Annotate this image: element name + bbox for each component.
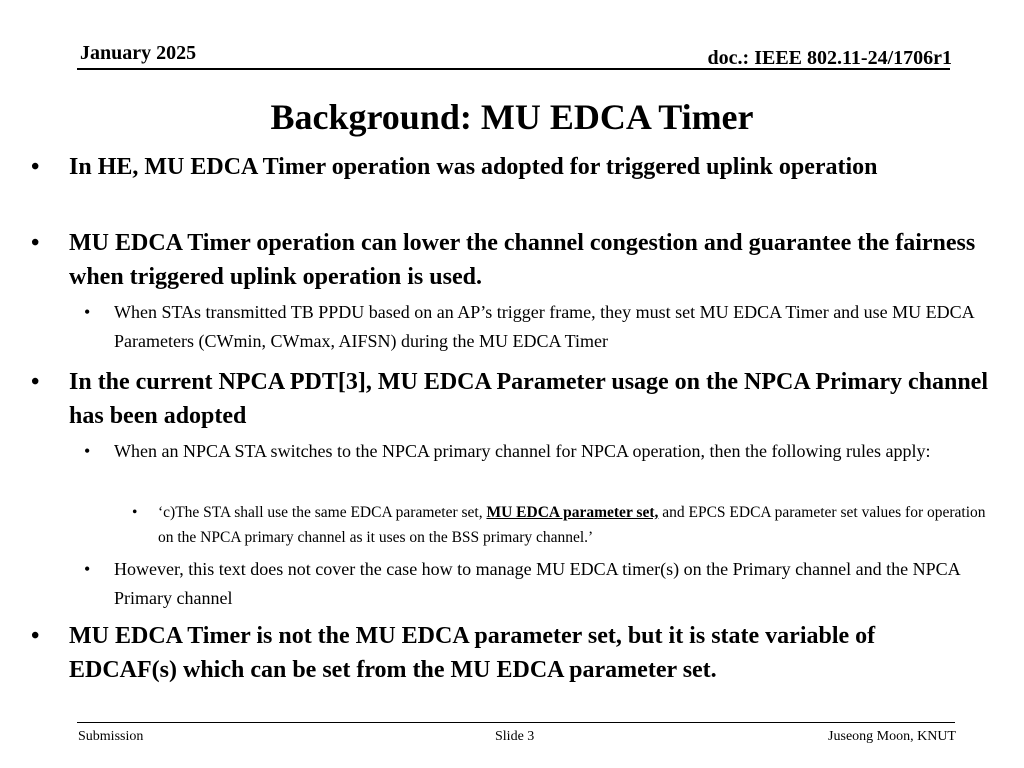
bullet-4 xyxy=(31,619,989,687)
bullet-3-1 xyxy=(84,437,994,466)
header-date: January 2025 xyxy=(80,42,197,64)
footer-submission: Submission xyxy=(78,729,144,744)
footer-rule xyxy=(77,722,955,723)
bullet-2-text: MU EDCA Timer operation can lower the channel congestion and guarantee the fairness when triggered uplink operation is used. xyxy=(69,230,976,290)
bullet-marker: • xyxy=(84,441,91,461)
bullet-1-text: In HE, MU EDCA Timer operation was adopted for triggered uplink operation xyxy=(69,154,878,180)
bullet-3-1-1 xyxy=(132,500,998,550)
footer-author: Juseong Moon, KNUT xyxy=(828,729,956,744)
bullet-marker: • xyxy=(132,504,138,521)
bullet-2-1-text: When STAs transmitted TB PPDU based on an AP’s trigger frame, they must set MU EDCA Timer and use MU EDCA Parameters (CWmin, CWmax, AIFSN) during the MU EDCA Timer xyxy=(114,302,974,351)
bullet-1 xyxy=(31,150,989,184)
bullet-3-1-text: When an NPCA STA switches to the NPCA primary channel for NPCA operation, then the following rules apply: xyxy=(114,441,931,461)
bullet-marker: • xyxy=(31,154,40,180)
header-rule xyxy=(77,68,950,70)
bullet-3-text: In the current NPCA PDT[3], MU EDCA Parameter usage on the NPCA Primary channel has been adopted xyxy=(69,369,988,429)
bullet-3-2-text: However, this text does not cover the case how to manage MU EDCA timer(s) on the Primary channel and the NPCA Primary channel xyxy=(114,559,960,608)
slide-title: Background: MU EDCA Timer xyxy=(270,97,754,137)
footer-slide-number: Slide 3 xyxy=(495,729,535,744)
bullet-2 xyxy=(31,226,989,294)
bullet-3-2 xyxy=(84,555,994,613)
bullet-3-1-1-text-end: and EPCS EDCA parameter set values for operation on the NPCA primary channel as it uses on the BSS primary channel.’ xyxy=(158,504,986,546)
bullet-4-text: MU EDCA Timer is not the MU EDCA parameter set, but it is state variable of EDCAF(s) which can be set from the MU EDCA parameter set. xyxy=(69,623,876,683)
bullet-marker: • xyxy=(31,369,40,395)
bullet-marker: • xyxy=(84,559,91,579)
bullet-2-1 xyxy=(84,298,994,356)
bullet-3 xyxy=(31,365,989,433)
bullet-marker: • xyxy=(31,230,40,256)
bullet-3-1-1-text-start: ‘c)The STA shall use the same EDCA parameter set, xyxy=(158,504,487,521)
bullet-marker: • xyxy=(31,623,40,649)
header-doc-id: doc.: IEEE 802.11-24/1706r1 xyxy=(707,47,952,69)
mu-edca-parameter-set-emphasis: MU EDCA parameter set, xyxy=(486,504,659,521)
bullet-marker: • xyxy=(84,302,91,322)
